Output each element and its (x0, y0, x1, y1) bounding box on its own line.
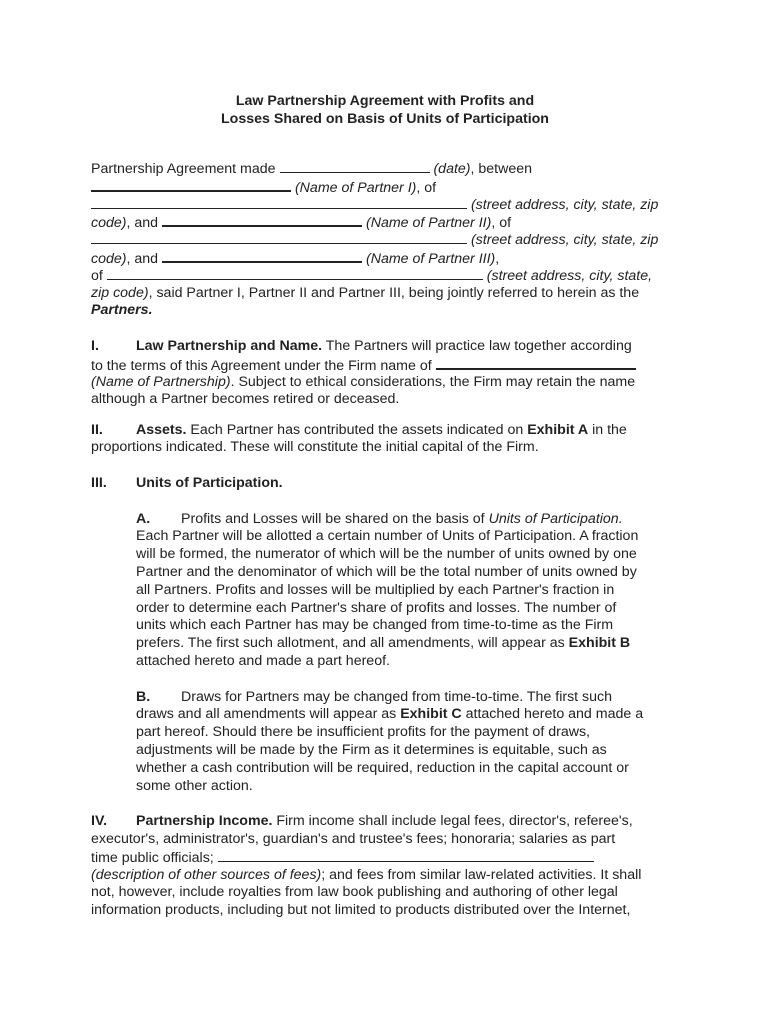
section-1: I. Law Partnership and Name. The Partners will practice law together according to the terms of this Agreement under the Firm name of (Name of Partnership). Subject to ethical considerations, the Firm may retain the name although a Partner becomes retired or deceased. (91, 337, 636, 408)
firm-name-blank (436, 356, 636, 370)
section-2: II. Assets. Each Partner has contributed the assets indicated on Exhibit A in the proportions indicated. These will constitute the initial capital of the Firm. (91, 421, 627, 456)
section-3b: B. Draws for Partners may be changed from time-to-time. The first such draws and all amendments will appear as Exhibit C attached hereto and made a part hereof. Should there be insufficient profits for the payment of draws, adjustments will be made by the Firm as it determines is equitable, such as whether a cash contribution will be required, reduction in the capital account or some other action. (136, 688, 644, 794)
other-fees-blank (218, 849, 594, 862)
section-3: III. Units of Participation. A. Profits and Losses will be shared on the basis of Units of Participation. Each Partner will be allotted a certain number of Units of Participation. A fraction will be formed, the numerator of which will be the number of units owned by one Partner and the denominator of which will be the total number of units owned by all Partners. Profits and losses will be multiplied by each Partner's fraction in order to determine each Partner's share of profits and losses. The number of units which each Partner has may be changed from time-to-time as the Firm prefers. The first such allotment, and all amendments, will appear as Exhibit B attached hereto and made a part hereof. B. Draws for Partners may be changed from time-to-time. The first such draws and all amendments will appear as Exhibit C attached hereto and made a part hereof. Should there be insufficient profits for the payment of draws, adjustments will be made by the Firm as it determines is equitable, such as whether a cash contribution will be required, reduction in the capital account or some other action. (91, 475, 691, 795)
partner1-name-blank (91, 178, 291, 192)
document-body (91, 160, 691, 920)
intro-paragraph: Partnership Agreement made (date), between (Name of Partner I), of (street address, city, state, zip code), and (Name of Partner II), of (street address, city, state, zip code), and (Name of Partner III), of (street address, city, state, zip code), said Partner I, Partner II and Partner III, being jointly referred to herein as the Partners. (91, 161, 659, 319)
partner3-address-blank (107, 267, 483, 280)
section-3-heading: Units of Participation. (136, 475, 283, 492)
section-3a: A. Profits and Losses will be shared on the basis of Units of Participation. Each Partner will be allotted a certain number of Units of Participation. A fraction will be formed, the numerator of which will be the number of units owned by one Partner and the denominator of which will be the total number of units owned by all Partners. Profits and losses will be multiplied by each Partner's fraction in order to determine each Partner's share of profits and losses. The number of units which each Partner has may be changed from time-to-time as the Firm prefers. The first such allotment, and all amendments, will appear as Exhibit B attached hereto and made a part hereof. (136, 510, 639, 670)
partner3-name-blank (162, 249, 362, 263)
partner2-name-blank (162, 213, 362, 227)
section-4-heading: Partnership Income. (136, 813, 273, 830)
partner1-address-blank (91, 196, 467, 209)
date-blank (280, 160, 430, 173)
title-line-2: Losses Shared on Basis of Units of Participation (221, 110, 549, 127)
section-1-heading: Law Partnership and Name. (136, 337, 323, 354)
document-title (0, 93, 770, 129)
section-2-heading: Assets. (136, 421, 187, 438)
partner2-address-blank (91, 231, 467, 244)
title-line-1: Law Partnership Agreement with Profits and (235, 93, 535, 109)
section-4: IV. Partnership Income. Firm income shall include legal fees, director's, referee's, executor's, administrator's, guardian's and trustee's fees; honoraria; salaries as part time public officials; (description of other sources of fees); and fees from similar law-related activities. It shall not, however, include royalties from law book publishing and authoring of other legal information products, including but not limited to products distributed over the Internet, (91, 813, 642, 919)
